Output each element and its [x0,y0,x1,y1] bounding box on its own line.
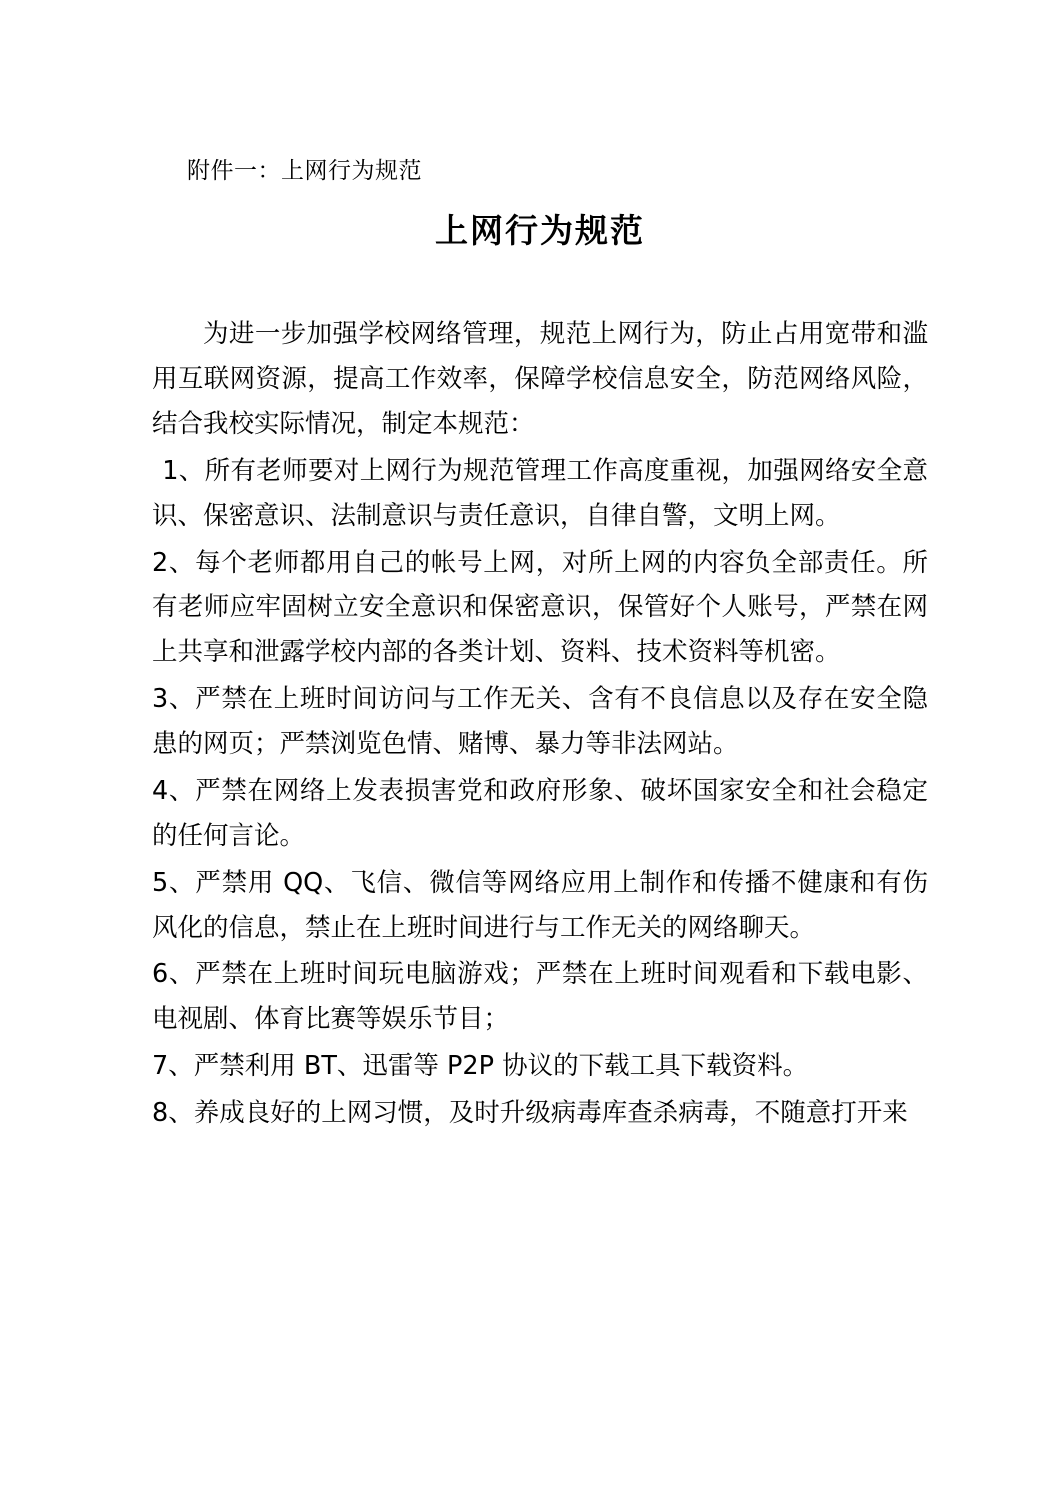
attachment-label: 附件一：上网行为规范 [187,158,422,184]
paragraph-rule-8: 8、养成良好的上网习惯，及时升级病毒库查杀病毒，不随意打开来 [152,1098,908,1129]
document-body [152,312,928,1136]
paragraph-rule-6: 6、严禁在上班时间玩电脑游戏；严禁在上班时间观看和下载电影、电视剧、体育比赛等娱乐节目； [152,959,928,1035]
paragraph-intro: 为进一步加强学校网络管理，规范上网行为，防止占用宽带和滥用互联网资源，提高工作效率，保障学校信息安全，防范网络风险，结合我校实际情况，制定本规范： [152,319,928,439]
paragraph-rule-3: 3、严禁在上班时间访问与工作无关、含有不良信息以及存在安全隐患的网页；严禁浏览色情、赌博、暴力等非法网站。 [152,684,928,760]
paragraph-rule-4: 4、严禁在网络上发表损害党和政府形象、破坏国家安全和社会稳定的任何言论。 [152,775,928,851]
paragraph-rule-7: 7、严禁利用 BT、迅雷等 P2P 协议的下载工具下载资料。 [152,1051,809,1082]
paragraph-rule-5: 5、严禁用 QQ、飞信、微信等网络应用上制作和传播不健康和有伤风化的信息，禁止在上班时间进行与工作无关的网络聊天。 [152,867,928,943]
page-title: 上网行为规范 [435,211,645,251]
paragraph-rule-2: 2、每个老师都用自己的帐号上网，对所上网的内容负全部责任。所有老师应牢固树立安全意识和保密意识，保管好个人账号，严禁在网上共享和泄露学校内部的各类计划、资料、技术资料等机密。 [152,547,928,668]
paragraph-rule-1: 1、所有老师要对上网行为规范管理工作高度重视，加强网络安全意识、保密意识、法制意识与责任意识，自律自警，文明上网。 [152,455,928,531]
